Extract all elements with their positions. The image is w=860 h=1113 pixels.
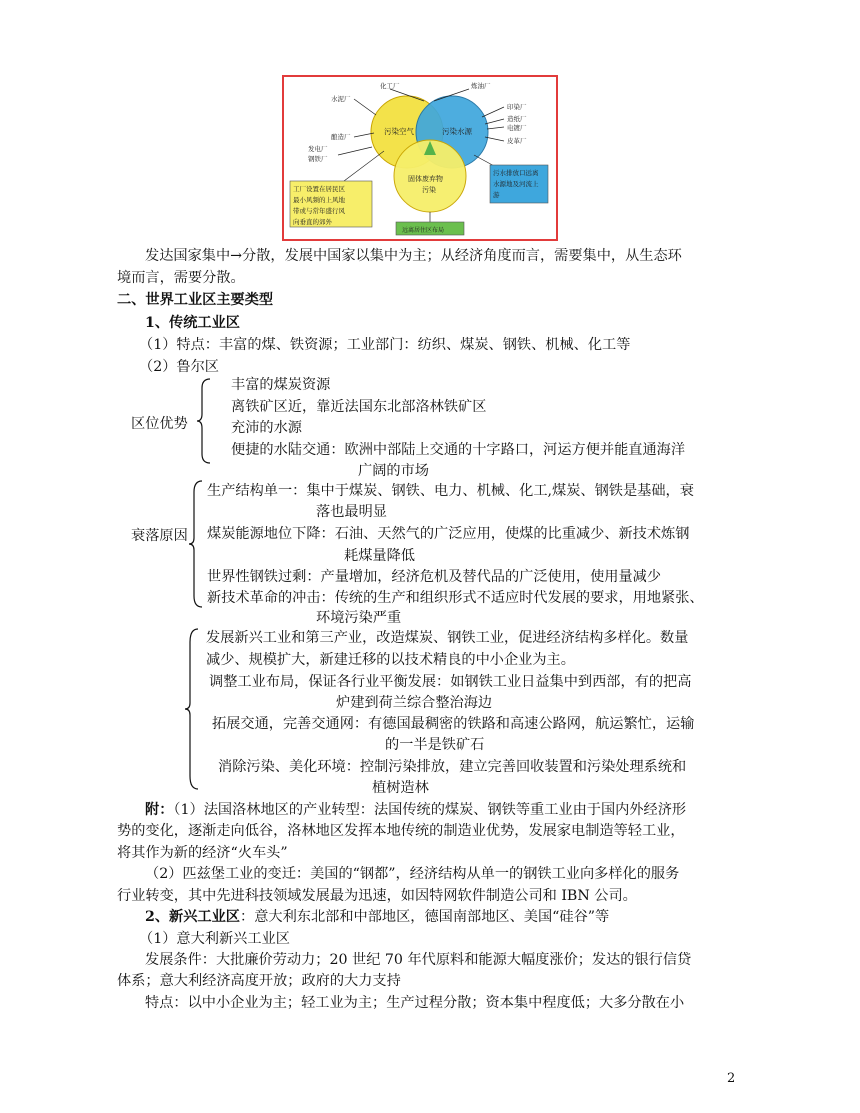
subsection-heading: 1、传统工业区 — [145, 315, 240, 331]
paragraph-line: （1）特点：丰富的煤、铁资源；工业部门：纺织、煤炭、钢铁、机械、化工等 — [139, 337, 631, 353]
fig-top-label-0: 化工厂 — [380, 82, 400, 90]
group-label-decline: 衰落原因 — [131, 528, 188, 544]
list-item: 便捷的水陆交通：欧洲中部陆上交通的十字路口，河运方便并能直通海洋 — [231, 442, 686, 458]
fig-box-left-1: 最小风频的上风地 — [293, 196, 345, 204]
group-label-location: 区位优势 — [131, 416, 188, 432]
fig-right-label-2: 电镀厂 — [507, 124, 527, 132]
fig-left-label-3: 钢铁厂 — [308, 155, 328, 163]
fig-box-bottom: 远离居住区布局 — [402, 227, 445, 234]
paragraph-line: 特点：以中小企业为主；轻工业为主；生产过程分散；资本集中程度低；大多分散在小 — [145, 995, 685, 1011]
brace-location — [196, 378, 212, 464]
list-item: 离铁矿区近，靠近法国东北部洛林铁矿区 — [231, 399, 487, 415]
paragraph-line: （2）匹兹堡工业的变迁：美国的“钢都”，经济结构从单一的钢铁工业向多样化的服务 — [145, 866, 680, 882]
brace-decline — [188, 480, 204, 608]
fig-box-right-1: 水源地及河流上 — [493, 180, 539, 188]
fig-left-label-1: 酿造厂 — [331, 133, 351, 141]
subsection-heading: 2、新兴工业区 — [145, 909, 240, 925]
paragraph-line: 境而言，需要分散。 — [117, 270, 245, 286]
paragraph-line: （2）鲁尔区 — [139, 359, 219, 375]
fig-left-label-0: 水泥厂 — [331, 95, 351, 103]
fig-circle-solid-1: 污染 — [422, 186, 436, 194]
paragraph-line: 将其作为新的经济“火车头” — [117, 845, 288, 861]
fig-top-label-1: 炼油厂 — [471, 82, 491, 90]
fig-left-label-2: 发电厂 — [308, 145, 328, 153]
page-number: 2 — [727, 1071, 736, 1086]
subsection-line — [145, 907, 609, 927]
list-item: 的一半是铁矿石 — [385, 737, 485, 753]
appendix-label: 附： — [145, 802, 174, 818]
fig-circle-air: 污染空气 — [384, 127, 414, 136]
paragraph-line: 势的变化，逐渐走向低谷，洛林地区发挥本地传统的制造业优势，发展家电制造等轻工业， — [117, 823, 685, 839]
list-item: 拓展交通，完善交通网：有德国最稠密的铁路和高速公路网，航运繁忙，运输 — [212, 716, 695, 732]
section-heading: 二、世界工业区主要类型 — [117, 292, 274, 308]
paragraph-line: （1）意大利新兴工业区 — [139, 931, 290, 947]
fig-right-label-3: 皮革厂 — [507, 137, 527, 145]
list-item: 调整工业布局，保证各行业平衡发展：如钢铁工业日益集中到西部，有的把高 — [209, 674, 692, 690]
subsection-text: ：意大利东北部和中部地区，德国南部地区、美国“硅谷”等 — [240, 909, 610, 925]
paragraph-line: 行业转变，其中先进科技领域发展最为迅速，如因特网软件制造公司和 IBN 公司。 — [117, 888, 637, 904]
appendix-line — [145, 800, 686, 820]
fig-box-left-0: 工厂设置在居民区 — [293, 185, 345, 193]
list-item: 充沛的水源 — [231, 420, 302, 436]
list-item: 环境污染严重 — [316, 610, 402, 626]
paragraph-line: 体系；意大利经济高度开放；政府的大力支持 — [117, 973, 401, 989]
list-item: 消除污染、美化环境：控制污染排放，建立完善回收装置和污染处理系统和 — [218, 759, 687, 775]
list-item: 广阔的市场 — [358, 463, 429, 479]
list-item: 耗煤量降低 — [344, 548, 415, 564]
fig-box-left-3: 向垂直的郊外 — [293, 218, 332, 226]
paragraph-line: 发达国家集中→分散，发展中国家以集中为主；从经济角度而言，需要集中，从生态环 — [145, 248, 682, 264]
fig-right-label-1: 造纸厂 — [507, 115, 527, 123]
list-item: 生产结构单一：集中于煤炭、钢铁、电力、机械、化工,煤炭、钢铁是基础，衰 — [207, 483, 694, 499]
fig-circle-water: 污染水源 — [442, 127, 472, 136]
fig-box-right-0: 污水排放口远离 — [493, 169, 539, 177]
fig-box-right-2: 游 — [493, 191, 500, 199]
pollution-diagram — [282, 75, 558, 241]
list-item: 发展新兴工业和第三产业，改造煤炭、钢铁工业，促进经济结构多样化。数量 — [206, 630, 689, 646]
list-item: 植树造林 — [372, 780, 429, 796]
list-item: 煤炭能源地位下降：石油、天然气的广泛应用，使煤的比重减少、新技术炼钢 — [207, 526, 690, 542]
list-item: 落也最明显 — [316, 504, 387, 520]
paragraph-line: 发展条件：大批廉价劳动力；20 世纪 70 年代原料和能源大幅度涨价；发达的银行信贷 — [145, 952, 692, 968]
fig-box-left-2: 带或与常年盛行风 — [293, 207, 345, 215]
list-item: 世界性钢铁过剩：产量增加，经济危机及替代品的广泛使用，使用量减少 — [207, 569, 662, 585]
fig-circle-solid-0: 固体废弃物 — [408, 175, 443, 183]
brace-measures — [184, 628, 200, 790]
list-item: 减少、规模扩大，新建迁移的以技术精良的中小企业为主。 — [206, 652, 575, 668]
list-item: 炉建到荷兰综合整治海边 — [336, 695, 493, 711]
appendix-text: （1）法国洛林地区的产业转型：法国传统的煤炭、钢铁等重工业由于国内外经济形 — [173, 802, 687, 818]
list-item: 丰富的煤炭资源 — [231, 377, 331, 393]
list-item: 新技术革命的冲击：传统的生产和组织形式不适应时代发展的要求，用地紧张、 — [207, 590, 704, 606]
fig-right-label-0: 印染厂 — [507, 103, 527, 111]
pollution-diagram-svg — [284, 77, 556, 239]
